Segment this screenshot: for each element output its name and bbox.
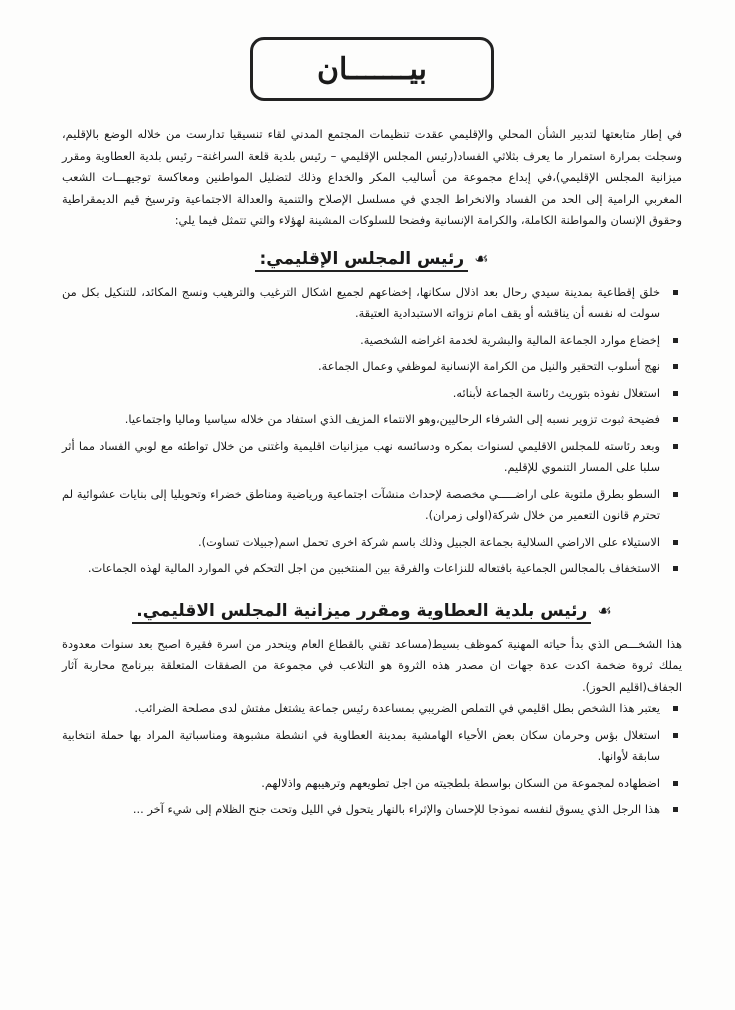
document-body (62, 124, 682, 826)
section-heading-text: رئيس بلدية العطاوية ومقرر ميزانية المجلس الاقليمي. (132, 601, 591, 624)
list-item: نهج أسلوب التحقير والنيل من الكرامة الإنسانية لموظفي وعمال الجماعة. (62, 356, 682, 378)
fleuron-icon: ☙ (597, 600, 612, 620)
title-box (250, 37, 494, 101)
list-item: اضطهاده لمجموعة من السكان بواسطة بلطجيته من اجل تطويعهم وترهيبهم واذلالهم. (62, 773, 682, 795)
section-heading (62, 598, 682, 624)
list-item: استغلال بؤس وحرمان سكان بعض الأحياء الهامشية بمدينة العطاوية في انشطة مشبوهة ومناسباتية المراد بها حملة انتخابية سابقة لأوانها. (62, 725, 682, 768)
section-attaouia-president (62, 598, 682, 821)
document-title: بيـــــــان (316, 51, 428, 87)
list-item: خلق إقطاعية بمدينة سيدي رحال بعد اذلال سكانها، إخضاعهم لجميع اشكال الترغيب والترهيب ونسج المكائد، للتنكيل بكل من سولت له نفسه أن يناقشه أو يقف امام نزواته الاستبدادية العتيقة. (62, 282, 682, 325)
section-heading-text: رئيس المجلس الإقليمي: (255, 249, 468, 272)
intro-paragraph: في إطار متابعتها لتدبير الشأن المحلي والإقليمي عقدت تنظيمات المجتمع المدني لقاء تنسيقيا تدارست من خلاله الوضع بالإقليم، وسجلت بمرارة استمرار ما يعرف بثلاثي الفساد(رئيس المجلس الإقليمي – رئيس بلدية قلعة السراغنة– رئيس بلدية العطاوية ومقرر ميزانية المجلس الإقليمي)،في إبداع مجموعة من أساليب المكر والخداع وذلك لتضليل المواطنين ومعاكسة توجيهـــات الشعب المغربي الرامية إلى الحد من الفساد والانخراط الجدي في مسلسل الإصلاح والتنمية والعدالة الاجتماعية وترسيخ قيم الديمقراطية وحقوق الإنسان والمواطنة الكاملة، والكرامة الإنسانية وفضحا للسلوكات المشينة لهؤلاء والتي تتمثل فيما يلي: (62, 127, 682, 227)
bullet-list (62, 282, 682, 580)
list-item: يعتبر هذا الشخص بطل اقليمي في التملص الضريبي بمساعدة رئيس جماعة يشتغل مفتش لدى مصلحة الضرائب. (62, 698, 682, 720)
bullet-list (62, 698, 682, 821)
section-council-president (62, 246, 682, 580)
list-item: السطو بطرق ملتوية على اراضـــــي مخصصة لإحداث منشآت اجتماعية ورياضية ومناطق خضراء وتحويليا إلى بنايات عشوائية لم تحترم قانون التعمير من خلال شركة(اولى زمران). (62, 484, 682, 527)
list-item: هذا الرجل الذي يسوق لنفسه نموذجا للإحسان والإثراء بالنهار يتحول في الليل وتحت جنح الظلام إلى شيء آخر ... (62, 799, 682, 821)
list-item: استغلال نفوذه بتوريث رئاسة الجماعة لأبنائه. (62, 383, 682, 405)
section-intro-paragraph: هذا الشخـــص الذي بدأ حياته المهنية كموظف بسيط(مساعد تقني بالقطاع العام وينحدر من اسرة فقيرة اصبح بعد سنوات معدودة يملك ثروة ضخمة اكدت عدة جهات ان مصدر هذه الثروة هو التلاعب في مجموعة من الصفقات المتعلقة ببرنامج محاربة آثار الجفاف(اقليم الحوز). (62, 636, 682, 694)
list-item: إخضاع موارد الجماعة المالية والبشرية لخدمة اغراضه الشخصية. (62, 330, 682, 352)
list-item: وبعد رئاسته للمجلس الاقليمي لسنوات بمكره ودسائسه نهب ميزانيات اقليمية واغتنى من خلال تواطئه مع لوبي الفساد مما أثر سلبا على المسار التنموي للإقليم. (62, 436, 682, 479)
fleuron-icon: ☙ (474, 248, 489, 268)
list-item: الاستخفاف بالمجالس الجماعية بافتعاله للنزاعات والفرقة بين المنتخبين من اجل التحكم في الموارد المالية لهذه الجماعات. (62, 558, 682, 580)
section-heading (62, 246, 682, 272)
list-item: فضيحة ثبوت تزوير نسبه إلى الشرفاء الرحاليين،وهو الانتماء المزيف الذي استفاد من خلاله سياسيا وماليا واجتماعيا. (62, 409, 682, 431)
list-item: الاستيلاء على الاراضي السلالية بجماعة الجبيل وذلك باسم شركة اخرى تحمل اسم(جبيلات تساوت). (62, 532, 682, 554)
